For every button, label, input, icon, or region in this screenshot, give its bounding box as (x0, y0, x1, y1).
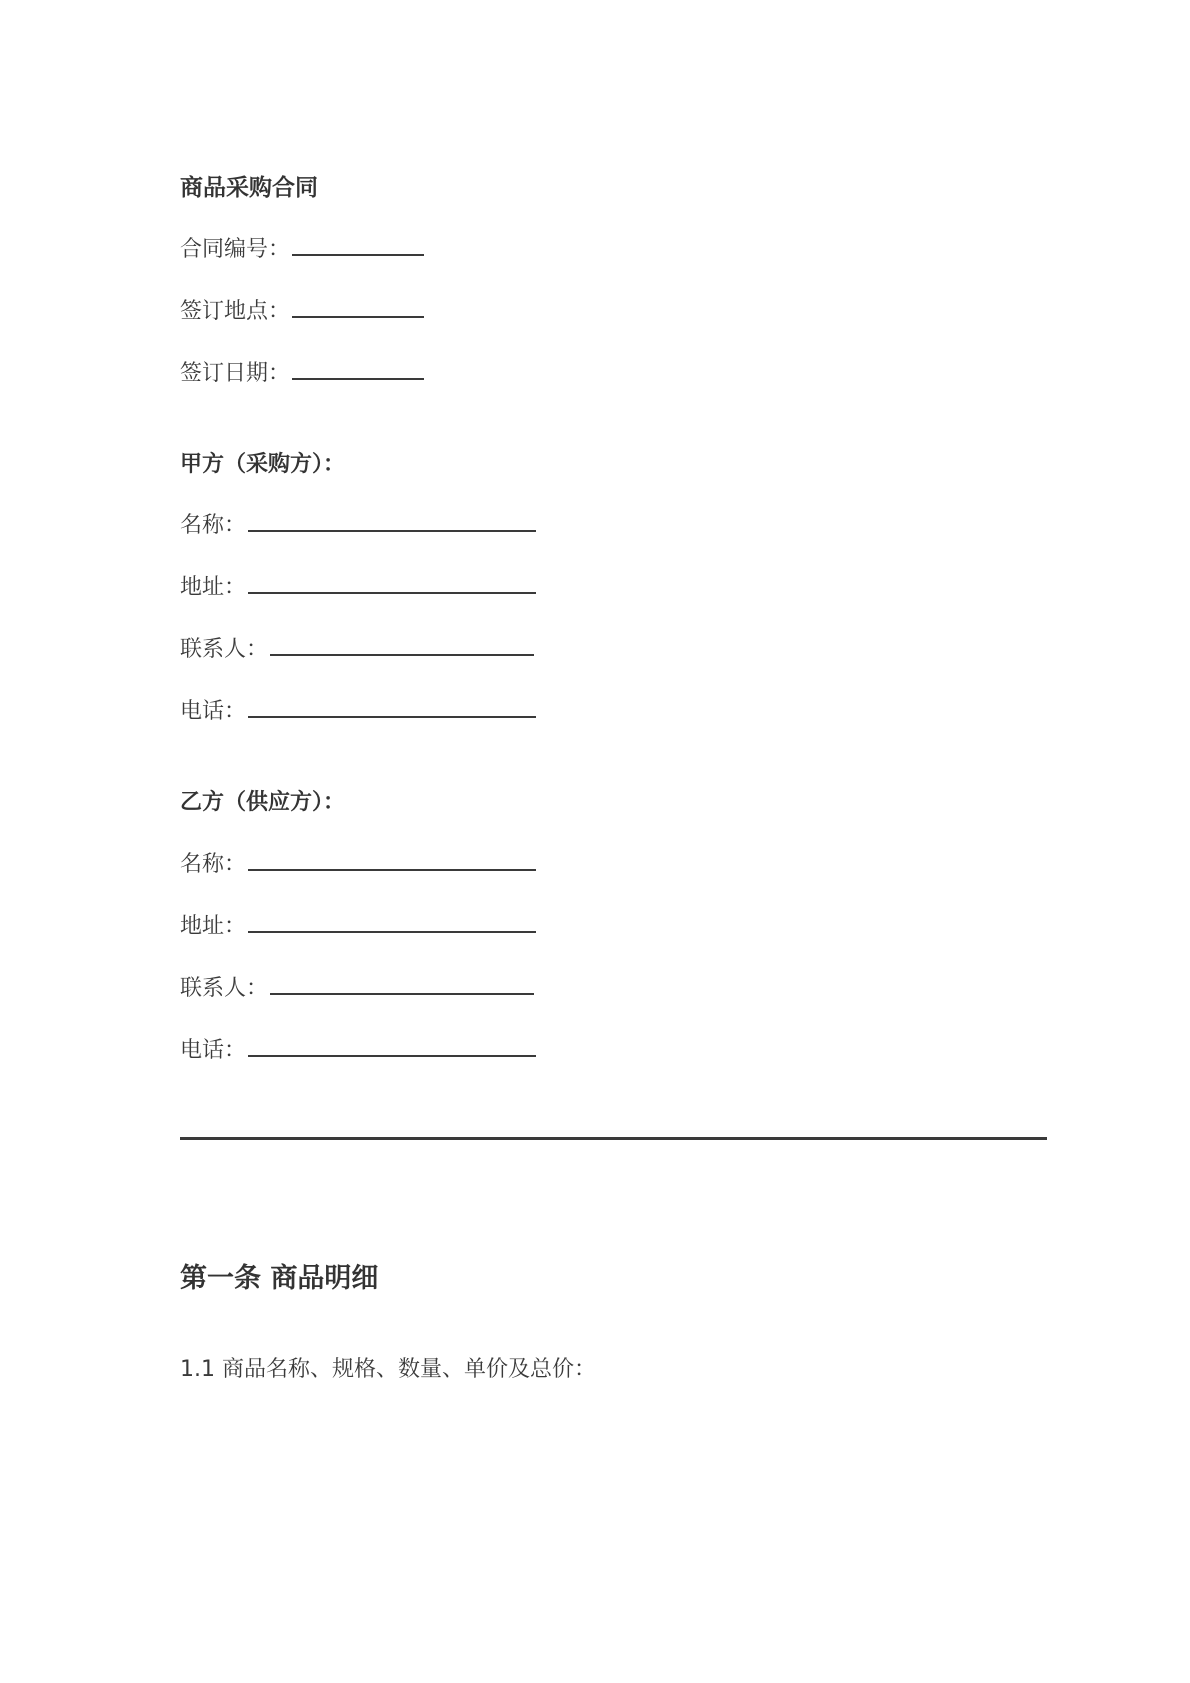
party-a-address-blank[interactable] (248, 574, 536, 594)
signing-location-label: 签订地点： (180, 299, 291, 324)
signing-date-field (180, 359, 424, 389)
party-b-phone-blank[interactable] (248, 1037, 536, 1057)
contract-number-label: 合同编号： (180, 237, 291, 262)
party-b-address-field (180, 912, 536, 942)
signing-date-blank[interactable] (292, 360, 424, 380)
signing-location-field (180, 297, 424, 327)
party-b-phone-label: 电话： (180, 1038, 247, 1063)
party-a-contact-blank[interactable] (270, 636, 534, 656)
signing-location-blank[interactable] (292, 298, 424, 318)
party-b-address-blank[interactable] (248, 913, 536, 933)
party-a-name-field (180, 511, 536, 541)
party-a-contact-field (180, 635, 534, 665)
party-b-name-blank[interactable] (248, 851, 536, 871)
party-b-phone-field (180, 1036, 536, 1066)
article-1-heading: 第一条 商品明细 (180, 1263, 379, 1294)
party-a-heading: 甲方（采购方）： (180, 452, 346, 477)
party-a-phone-blank[interactable] (248, 698, 536, 718)
party-b-name-field (180, 850, 536, 880)
contract-number-blank[interactable] (292, 236, 424, 256)
party-a-address-field (180, 573, 536, 603)
party-b-contact-label: 联系人： (180, 976, 269, 1001)
party-b-name-label: 名称： (180, 852, 247, 877)
party-a-name-label: 名称： (180, 513, 247, 538)
signing-date-label: 签订日期： (180, 361, 291, 386)
party-b-contact-blank[interactable] (270, 975, 534, 995)
party-a-contact-label: 联系人： (180, 637, 269, 662)
party-b-address-label: 地址： (180, 914, 247, 939)
party-a-name-blank[interactable] (248, 512, 536, 532)
document-title: 商品采购合同 (180, 175, 318, 201)
contract-number-field (180, 235, 424, 265)
party-a-phone-label: 电话： (180, 699, 247, 724)
party-a-phone-field (180, 697, 536, 727)
party-b-contact-field (180, 974, 534, 1004)
section-divider (180, 1137, 1047, 1140)
clause-1-1: 1.1 商品名称、规格、数量、单价及总价： (180, 1357, 596, 1382)
party-a-address-label: 地址： (180, 575, 247, 600)
party-b-heading: 乙方（供应方）： (180, 790, 346, 815)
